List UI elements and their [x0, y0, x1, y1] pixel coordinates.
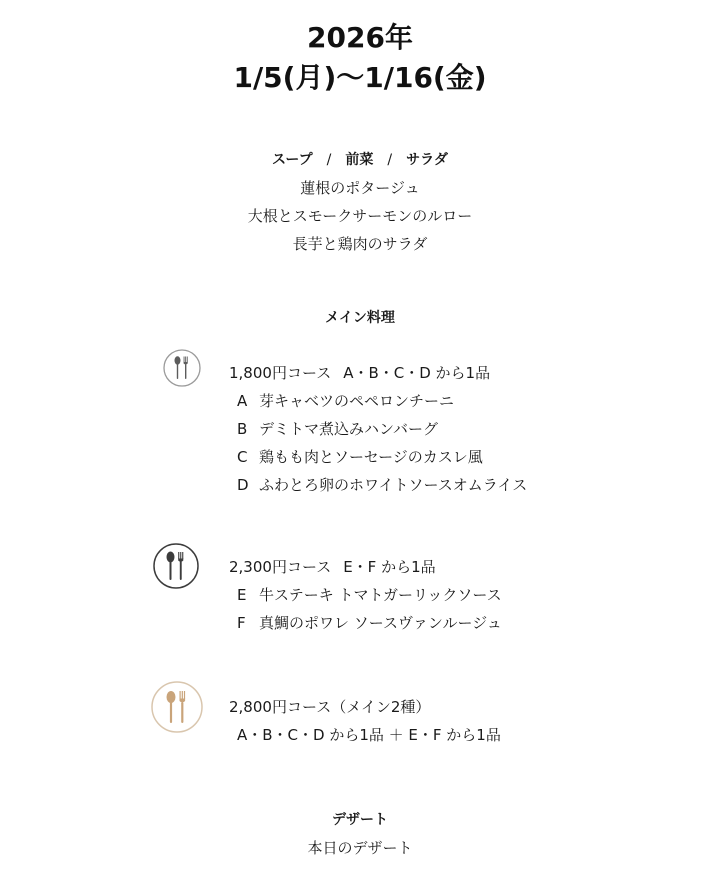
heading-separator: / — [326, 152, 332, 168]
dish-name: 鶏もも肉とソーセージのカスレ風 — [259, 448, 483, 466]
menu-period: 1/5(月)〜1/16(金) — [233, 61, 487, 94]
course-2300-line — [229, 557, 436, 577]
dish-item — [237, 419, 438, 439]
cutlery-icon-silver — [162, 348, 202, 392]
dish-item — [237, 613, 502, 633]
menu-year: 2026年 — [307, 21, 413, 54]
dish-letter: A — [237, 392, 248, 410]
course-choice: A・B・C・D から1品 — [343, 364, 491, 382]
dish-letter: B — [237, 420, 248, 438]
starters-heading-salad: サラダ — [406, 152, 448, 168]
dish-letter: E — [237, 586, 247, 604]
course-name: 1,800円コース — [229, 364, 332, 382]
dish-item — [237, 447, 483, 467]
starters-heading-appetizer: 前菜 — [345, 152, 374, 168]
cutlery-icon-black — [152, 542, 200, 594]
dish-name: ふわとろ卵のホワイトソースオムライス — [259, 476, 528, 494]
dish-letter: C — [237, 448, 248, 466]
dish-letter: F — [237, 614, 246, 632]
starter-item: 長芋と鶏肉のサラダ — [292, 235, 428, 253]
dish-item — [237, 391, 454, 411]
starters-heading-soup: スープ — [272, 152, 313, 168]
dish-name: 牛ステーキ トマトガーリックソース — [259, 586, 502, 604]
cutlery-icon-gold — [150, 680, 204, 738]
main-dish-heading: メイン料理 — [325, 310, 395, 326]
starter-item: 蓮根のポタージュ — [300, 179, 420, 197]
dish-name: 真鯛のポワレ ソースヴァンルージュ — [259, 614, 502, 632]
dish-item — [237, 585, 502, 605]
dish-name: 芽キャベツのペペロンチーニ — [259, 392, 455, 410]
heading-separator: / — [387, 152, 393, 168]
dish-name: デミトマ煮込みハンバーグ — [259, 420, 438, 438]
course-1800-line — [229, 363, 490, 383]
starters-heading — [0, 150, 720, 170]
dessert-heading: デザート — [332, 812, 388, 828]
course-2800-detail: A・B・C・D から1品 ＋ E・F から1品 — [237, 726, 501, 744]
dessert-item: 本日のデザート — [307, 839, 413, 857]
dish-item — [237, 475, 527, 495]
course-2800-line: 2,800円コース（メイン2種） — [229, 698, 431, 716]
course-name: 2,300円コース — [229, 558, 332, 576]
course-choice: E・F から1品 — [343, 558, 436, 576]
starter-item: 大根とスモークサーモンのルロー — [247, 207, 473, 225]
dish-letter: D — [237, 476, 249, 494]
